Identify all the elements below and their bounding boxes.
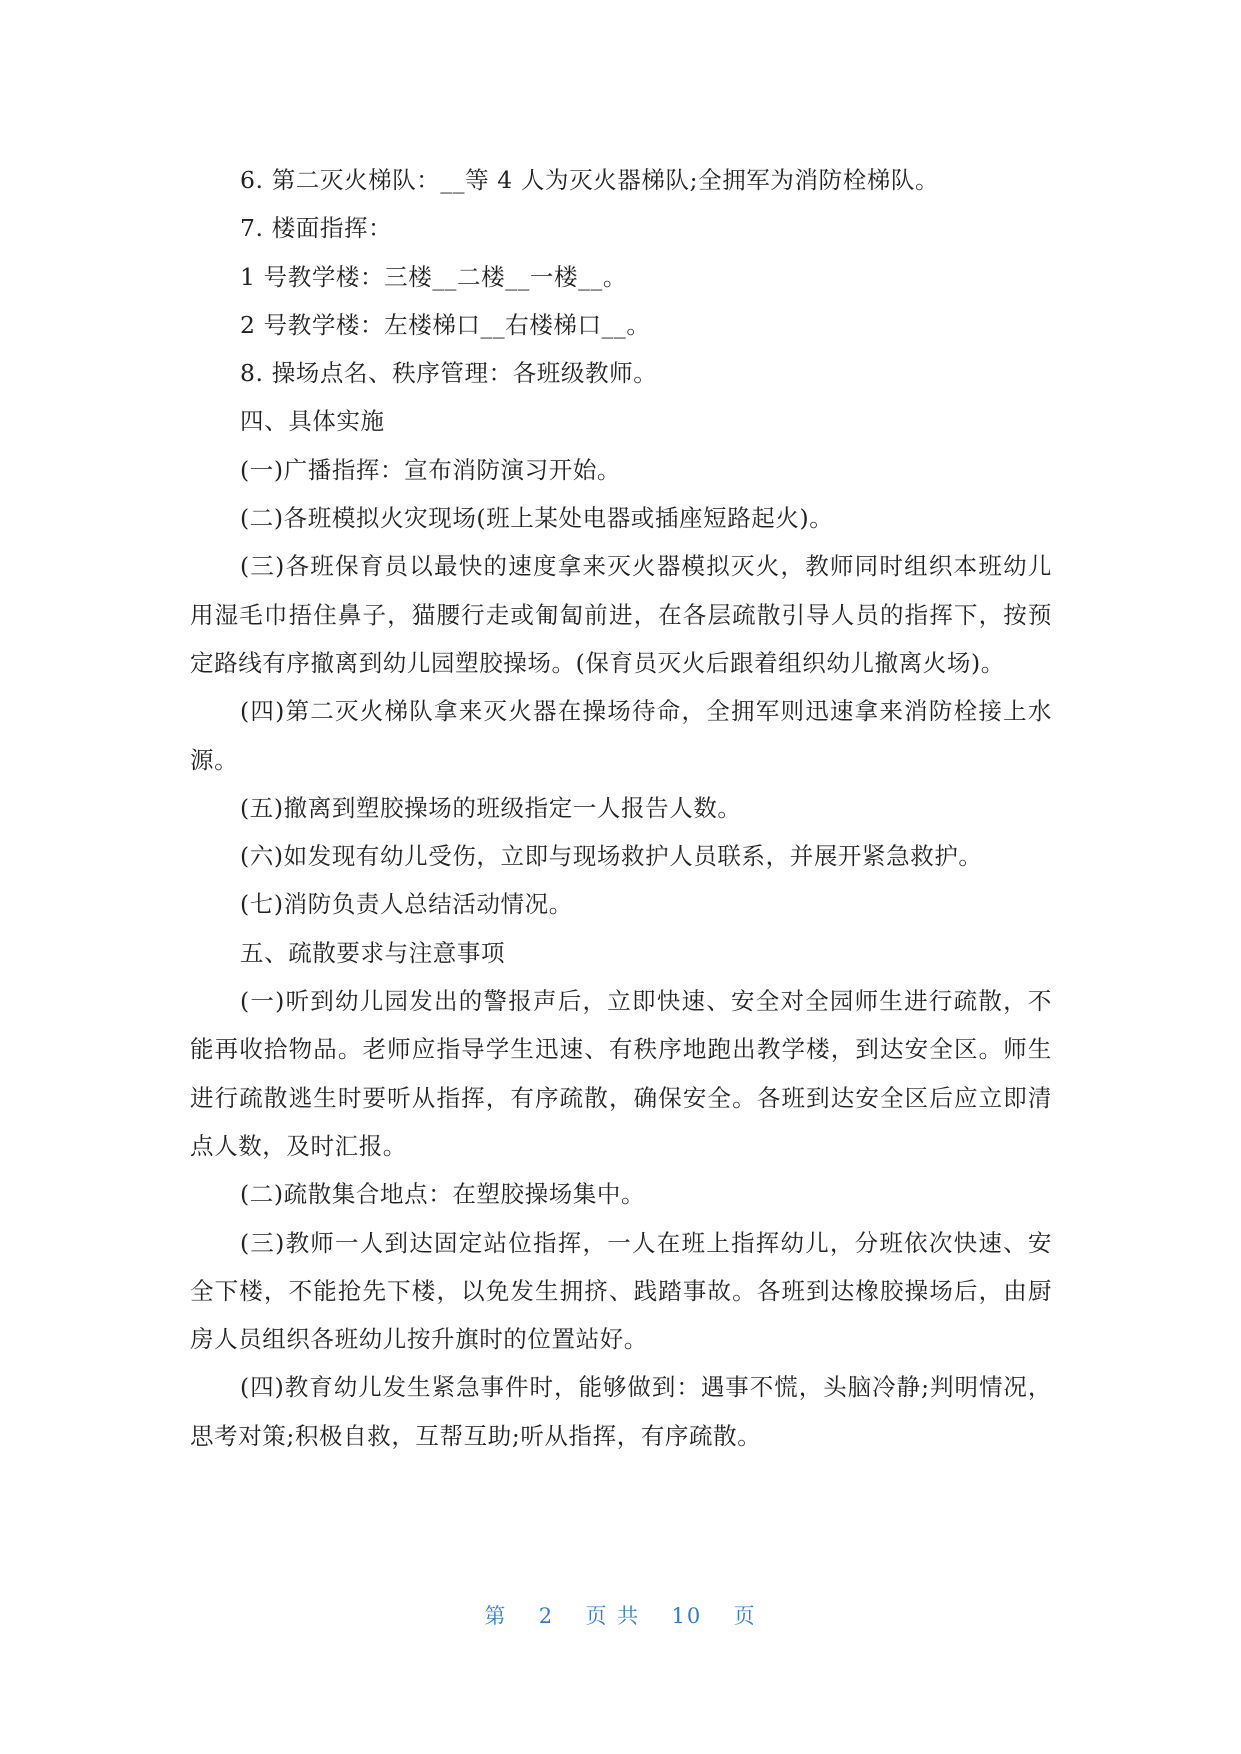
paragraph: (七)消防负责人总结活动情况。 [240, 890, 573, 919]
paragraph: 2 号教学楼：左楼梯口__右楼梯口__。 [240, 310, 651, 339]
total-page-count: 10 [671, 1604, 703, 1628]
paragraph: (一)听到幼儿园发出的警报声后，立即快速、安全对全园师生进行疏散，不能再收拾物品。老师应指导学生迅速、有秩序地跑出教学楼，到达安全区。师生进行疏散逃生时要听从指挥，有序疏散，确保安全。各班到达安全区后应立即清点人数，及时汇报。 [190, 987, 1052, 1160]
footer-suffix: 页 [733, 1604, 757, 1628]
document-body [190, 156, 1052, 1460]
paragraph: (二)各班模拟火灾现场(班上某处电器或插座短路起火)。 [240, 504, 834, 533]
paragraph: (一)广播指挥：宣布消防演习开始。 [240, 455, 622, 484]
section-heading: 四、具体实施 [240, 407, 385, 436]
paragraph: 7. 楼面指挥： [240, 214, 393, 243]
paragraph: 8. 操场点名、秩序管理：各班级教师。 [240, 359, 658, 388]
paragraph: (六)如发现有幼儿受伤，立即与现场救护人员联系，并展开紧急救护。 [240, 842, 983, 871]
paragraph: 1 号教学楼：三楼__二楼__一楼__。 [240, 262, 627, 291]
paragraph: (三)教师一人到达固定站位指挥，一人在班上指挥幼儿，分班依次快速、安全下楼，不能抢先下楼，以免发生拥挤、践踏事故。各班到达橡胶操场后，由厨房人员组织各班幼儿按升旗时的位置站好。 [190, 1228, 1052, 1354]
paragraph: (五)撤离到塑胶操场的班级指定一人报告人数。 [240, 793, 742, 822]
current-page-number: 2 [538, 1604, 555, 1628]
section-heading: 五、疏散要求与注意事项 [240, 938, 506, 967]
paragraph: (三)各班保育员以最快的速度拿来灭火器模拟灭火，教师同时组织本班幼儿用湿毛巾捂住鼻子，猫腰行走或匍匐前进，在各层疏散引导人员的指挥下，按预定路线有序撤离到幼儿园塑胶操场。(保育员灭火后跟着组织幼儿撤离火场)。 [190, 552, 1052, 677]
paragraph: (四)第二灭火梯队拿来灭火器在操场待命，全拥军则迅速拿来消防栓接上水源。 [190, 697, 1052, 774]
page-footer [0, 1600, 1241, 1630]
footer-middle: 页 共 [585, 1604, 641, 1628]
footer-prefix: 第 [484, 1604, 508, 1628]
paragraph: (四)教育幼儿发生紧急事件时，能够做到：遇事不慌，头脑冷静;判明情况，思考对策;积极自救，互帮互助;听从指挥，有序疏散。 [190, 1373, 1052, 1450]
paragraph: 6. 第二灭火梯队：__等 4 人为灭火器梯队;全拥军为消防栓梯队。 [240, 166, 940, 194]
paragraph: (二)疏散集合地点：在塑胶操场集中。 [240, 1180, 646, 1209]
